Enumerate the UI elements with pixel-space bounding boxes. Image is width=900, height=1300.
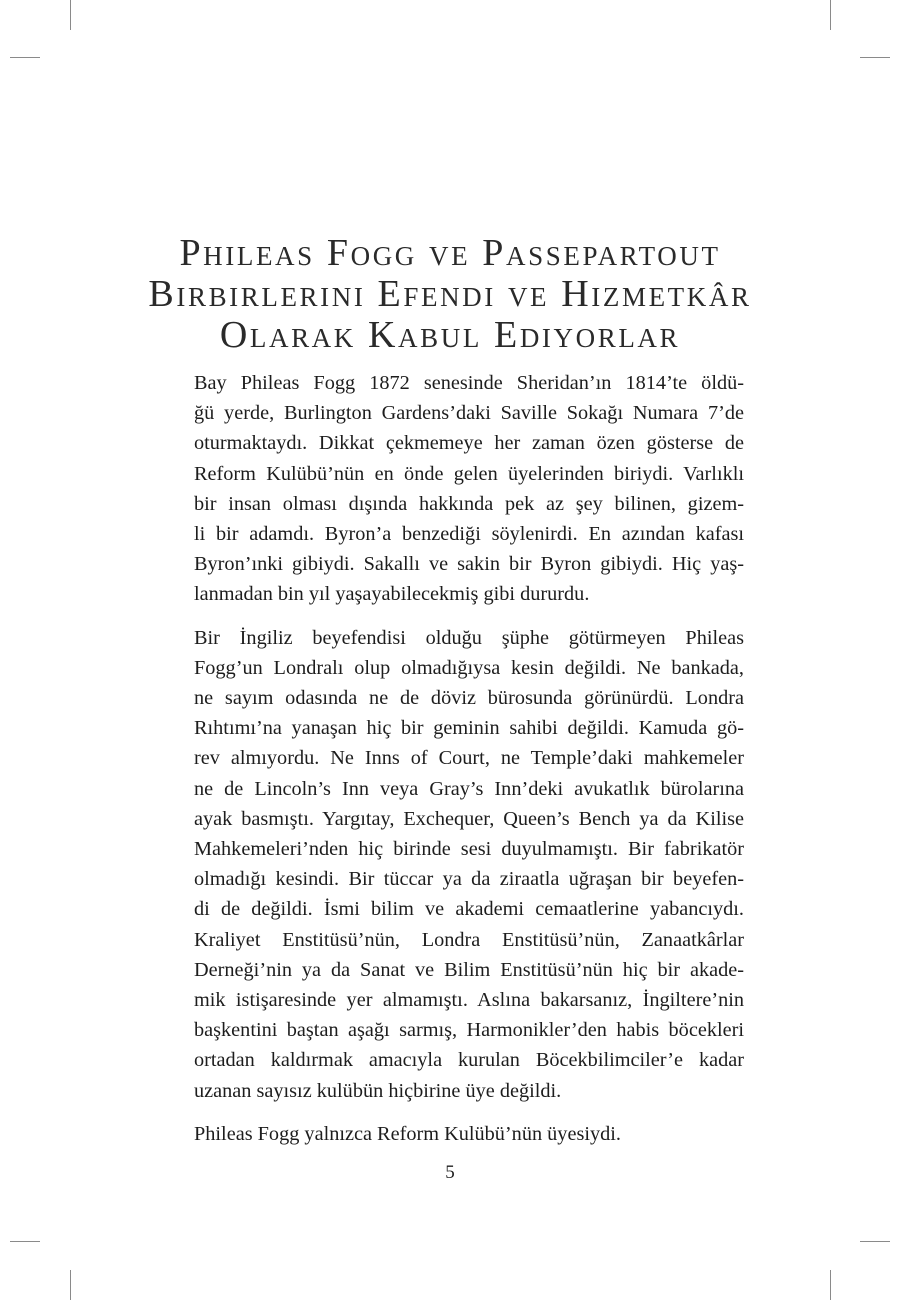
text-line: Mahkemeleri’nden hiç birinde sesi duyulmamıştı. Bir fabrikatör <box>194 838 744 861</box>
text-line: olmadığı kesindi. Bir tüccar ya da ziraatla uğraşan bir beyefen- <box>194 868 744 891</box>
crop-mark-top-left <box>70 0 71 30</box>
crop-mark-bottom-left <box>70 1270 71 1300</box>
text-line: ortadan kaldırmak amacıyla kurulan Böcekbilimciler’e kadar <box>194 1049 744 1072</box>
text-line: ne de Lincoln’s Inn veya Gray’s Inn’deki avukatlık bürolarına <box>194 777 744 800</box>
text-line: Bay Phileas Fogg 1872 senesinde Sheridan’ın 1814’te öldü- <box>194 372 744 394</box>
text-line: di de değildi. İsmi bilim ve akademi cemaatlerine yabancıydı. <box>194 898 744 921</box>
paragraph <box>166 1119 744 1149</box>
crop-mark-left-top <box>10 57 40 58</box>
body-text <box>166 368 744 1162</box>
text-line: ayak basmıştı. Yargıtay, Exchequer, Queen’s Bench ya da Kilise <box>194 807 744 830</box>
text-line: Fogg’un Londralı olup olmadığıysa kesin değildi. Ne bankada, <box>194 656 744 679</box>
text-line: Phileas Fogg yalnızca Reform Kulübü’nün üyesiydi. <box>194 1122 621 1145</box>
paragraph <box>166 368 744 610</box>
crop-mark-bottom-right <box>830 1270 831 1300</box>
text-line: Bir İngiliz beyefendisi olduğu şüphe götürmeyen Phileas <box>194 626 744 649</box>
crop-mark-left-bottom <box>10 1241 40 1242</box>
chapter-title-line-2: Birbirlerini Efendi ve Hizmetkâr <box>148 273 752 315</box>
paragraph <box>166 623 744 1106</box>
crop-mark-right-top <box>860 57 890 58</box>
crop-mark-right-bottom <box>860 1241 890 1242</box>
text-line: Derneği’nin ya da Sanat ve Bilim Enstitüsü’nün hiç bir akade- <box>194 958 744 981</box>
text-line: Kraliyet Enstitüsü’nün, Londra Enstitüsü’nün, Zanaatkârlar <box>194 928 744 951</box>
text-line: bir insan olması dışında hakkında pek az şey bilinen, gizem- <box>194 492 744 515</box>
text-line: ne sayım odasında ne de döviz bürosunda görünürdü. Londra <box>194 687 744 710</box>
text-line: Byron’ınki gibiydi. Sakallı ve sakin bir Byron gibiydi. Hiç yaş- <box>194 553 744 576</box>
text-line: Rıhtımı’na yanaşan hiç bir geminin sahibi değildi. Kamuda gö- <box>194 717 744 740</box>
page-number: 5 <box>445 1162 455 1183</box>
text-line: rev almıyordu. Ne Inns of Court, ne Temple’daki mahkemeler <box>194 747 744 770</box>
text-line: oturmaktaydı. Dikkat çekmemeye her zaman özen gösterse de <box>194 432 744 455</box>
text-line: uzanan sayısız kulübün hiçbirine üye değildi. <box>194 1079 562 1102</box>
text-line: ğü yerde, Burlington Gardens’daki Saville Sokağı Numara 7’de <box>194 402 744 425</box>
crop-mark-top-right <box>830 0 831 30</box>
chapter-title <box>0 233 900 356</box>
text-line: mik istişaresinde yer almamıştı. Aslına bakarsanız, İngiltere’nin <box>194 989 744 1012</box>
text-line: li bir adamdı. Byron’a benzediği söylenirdi. En azından kafası <box>194 523 744 546</box>
text-line: başkentini baştan aşağı sarmış, Harmonikler’den habis böcekleri <box>194 1019 744 1042</box>
chapter-title-line-1: Phileas Fogg ve Passepartout <box>179 232 721 274</box>
text-line: Reform Kulübü’nün en önde gelen üyelerinden biriydi. Varlıklı <box>194 462 744 485</box>
chapter-title-line-3: Olarak Kabul Ediyorlar <box>219 314 681 356</box>
text-line: lanmadan bin yıl yaşayabilecekmiş gibi dururdu. <box>194 583 590 606</box>
